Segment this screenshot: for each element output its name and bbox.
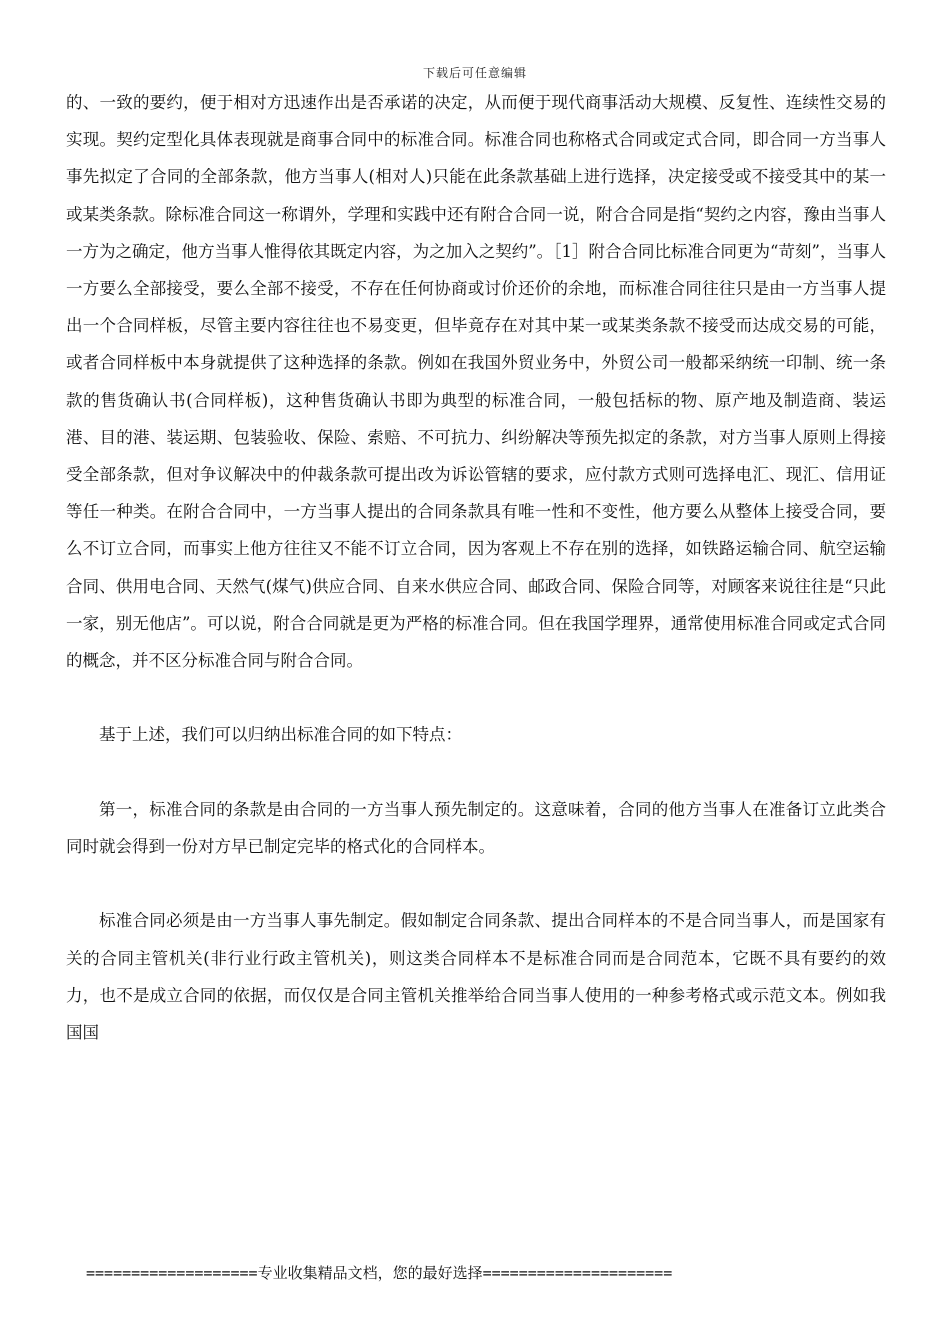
paragraph-continuation: 的、一致的要约，便于相对方迅速作出是否承诺的决定，从而便于现代商事活动大规模、反复性、连续性交易的实现。契约定型化具体表现就是商事合同中的标准合同。标准合同也称格式合同或定式合同，即合同一方当事人事先拟定了合同的全部条款，他方当事人(相对人)只能在此条款基础上进行选择，决定接受或不接受其中的某一或某类条款。除标准合同这一称谓外，学理和实践中还有附合合同一说，附合合同是指“契约之内容，豫由当事人一方为之确定，他方当事人惟得依其既定内容，为之加入之契约”。［1］附合合同比标准合同更为“苛刻”，当事人一方要么全部接受，要么全部不接受，不存在任何协商或讨价还价的余地，而标准合同往往只是由一方当事人提出一个合同样板，尽管主要内容往往也不易变更，但毕竟存在对其中某一或某类条款不接受而达成交易的可能，或者合同样板中本身就提供了这种选择的条款。例如在我国外贸业务中，外贸公司一般都采纳统一印制、统一条款的售货确认书(合同样板)，这种售货确认书即为典型的标准合同，一般包括标的物、原产地及制造商、装运港、目的港、装运期、包装验收、保险、索赔、不可抗力、纠纷解决等预先拟定的条款，对方当事人原则上得接受全部条款，但对争议解决中的仲裁条款可提出改为诉讼管辖的要求，应付款方式则可选择电汇、现汇、信用证等任一种类。在附合合同中，一方当事人提出的合同条款具有唯一性和不变性，他方要么从整体上接受合同，要么不订立合同，而事实上他方往往又不能不订立合同，因为客观上不存在别的选择，如铁路运输合同、航空运输合同、供用电合同、天然气(煤气)供应合同、自来水供应合同、邮政合同、保险合同等，对顾客来说往往是“只此一家，别无他店”。可以说，附合合同就是更为严格的标准合同。但在我国学理界，通常使用标准合同或定式合同的概念，并不区分标准合同与附合合同。 [66, 93, 886, 671]
paragraph-summary-intro: 基于上述，我们可以归纳出标准合同的如下特点： [99, 725, 462, 745]
paragraph-feature-one: 第一，标准合同的条款是由合同的一方当事人预先制定的。这意味着，合同的他方当事人在准备订立此类合同时就会得到一份对方早已制定完毕的格式化的合同样本。 [66, 799, 886, 857]
header-note: 下载后可任意编辑 [422, 66, 527, 80]
document-body [66, 84, 886, 1051]
paragraph-spacer [66, 754, 886, 791]
paragraph-spacer [66, 679, 886, 716]
footer-note: ===================专业收集精品文档，您的最好选择===================== [86, 1264, 673, 1282]
paragraph-spacer [66, 865, 886, 902]
paragraph-feature-one-detail: 标准合同必须是由一方当事人事先制定。假如制定合同条款、提出合同样本的不是合同当事人，而是国家有关的合同主管机关(非行业行政主管机关)，则这类合同样本不是标准合同而是合同范本，它既不具有要约的效力，也不是成立合同的依据，而仅仅是合同主管机关推举给合同当事人使用的一种参考格式或示范文本。例如我国国 [66, 911, 886, 1043]
